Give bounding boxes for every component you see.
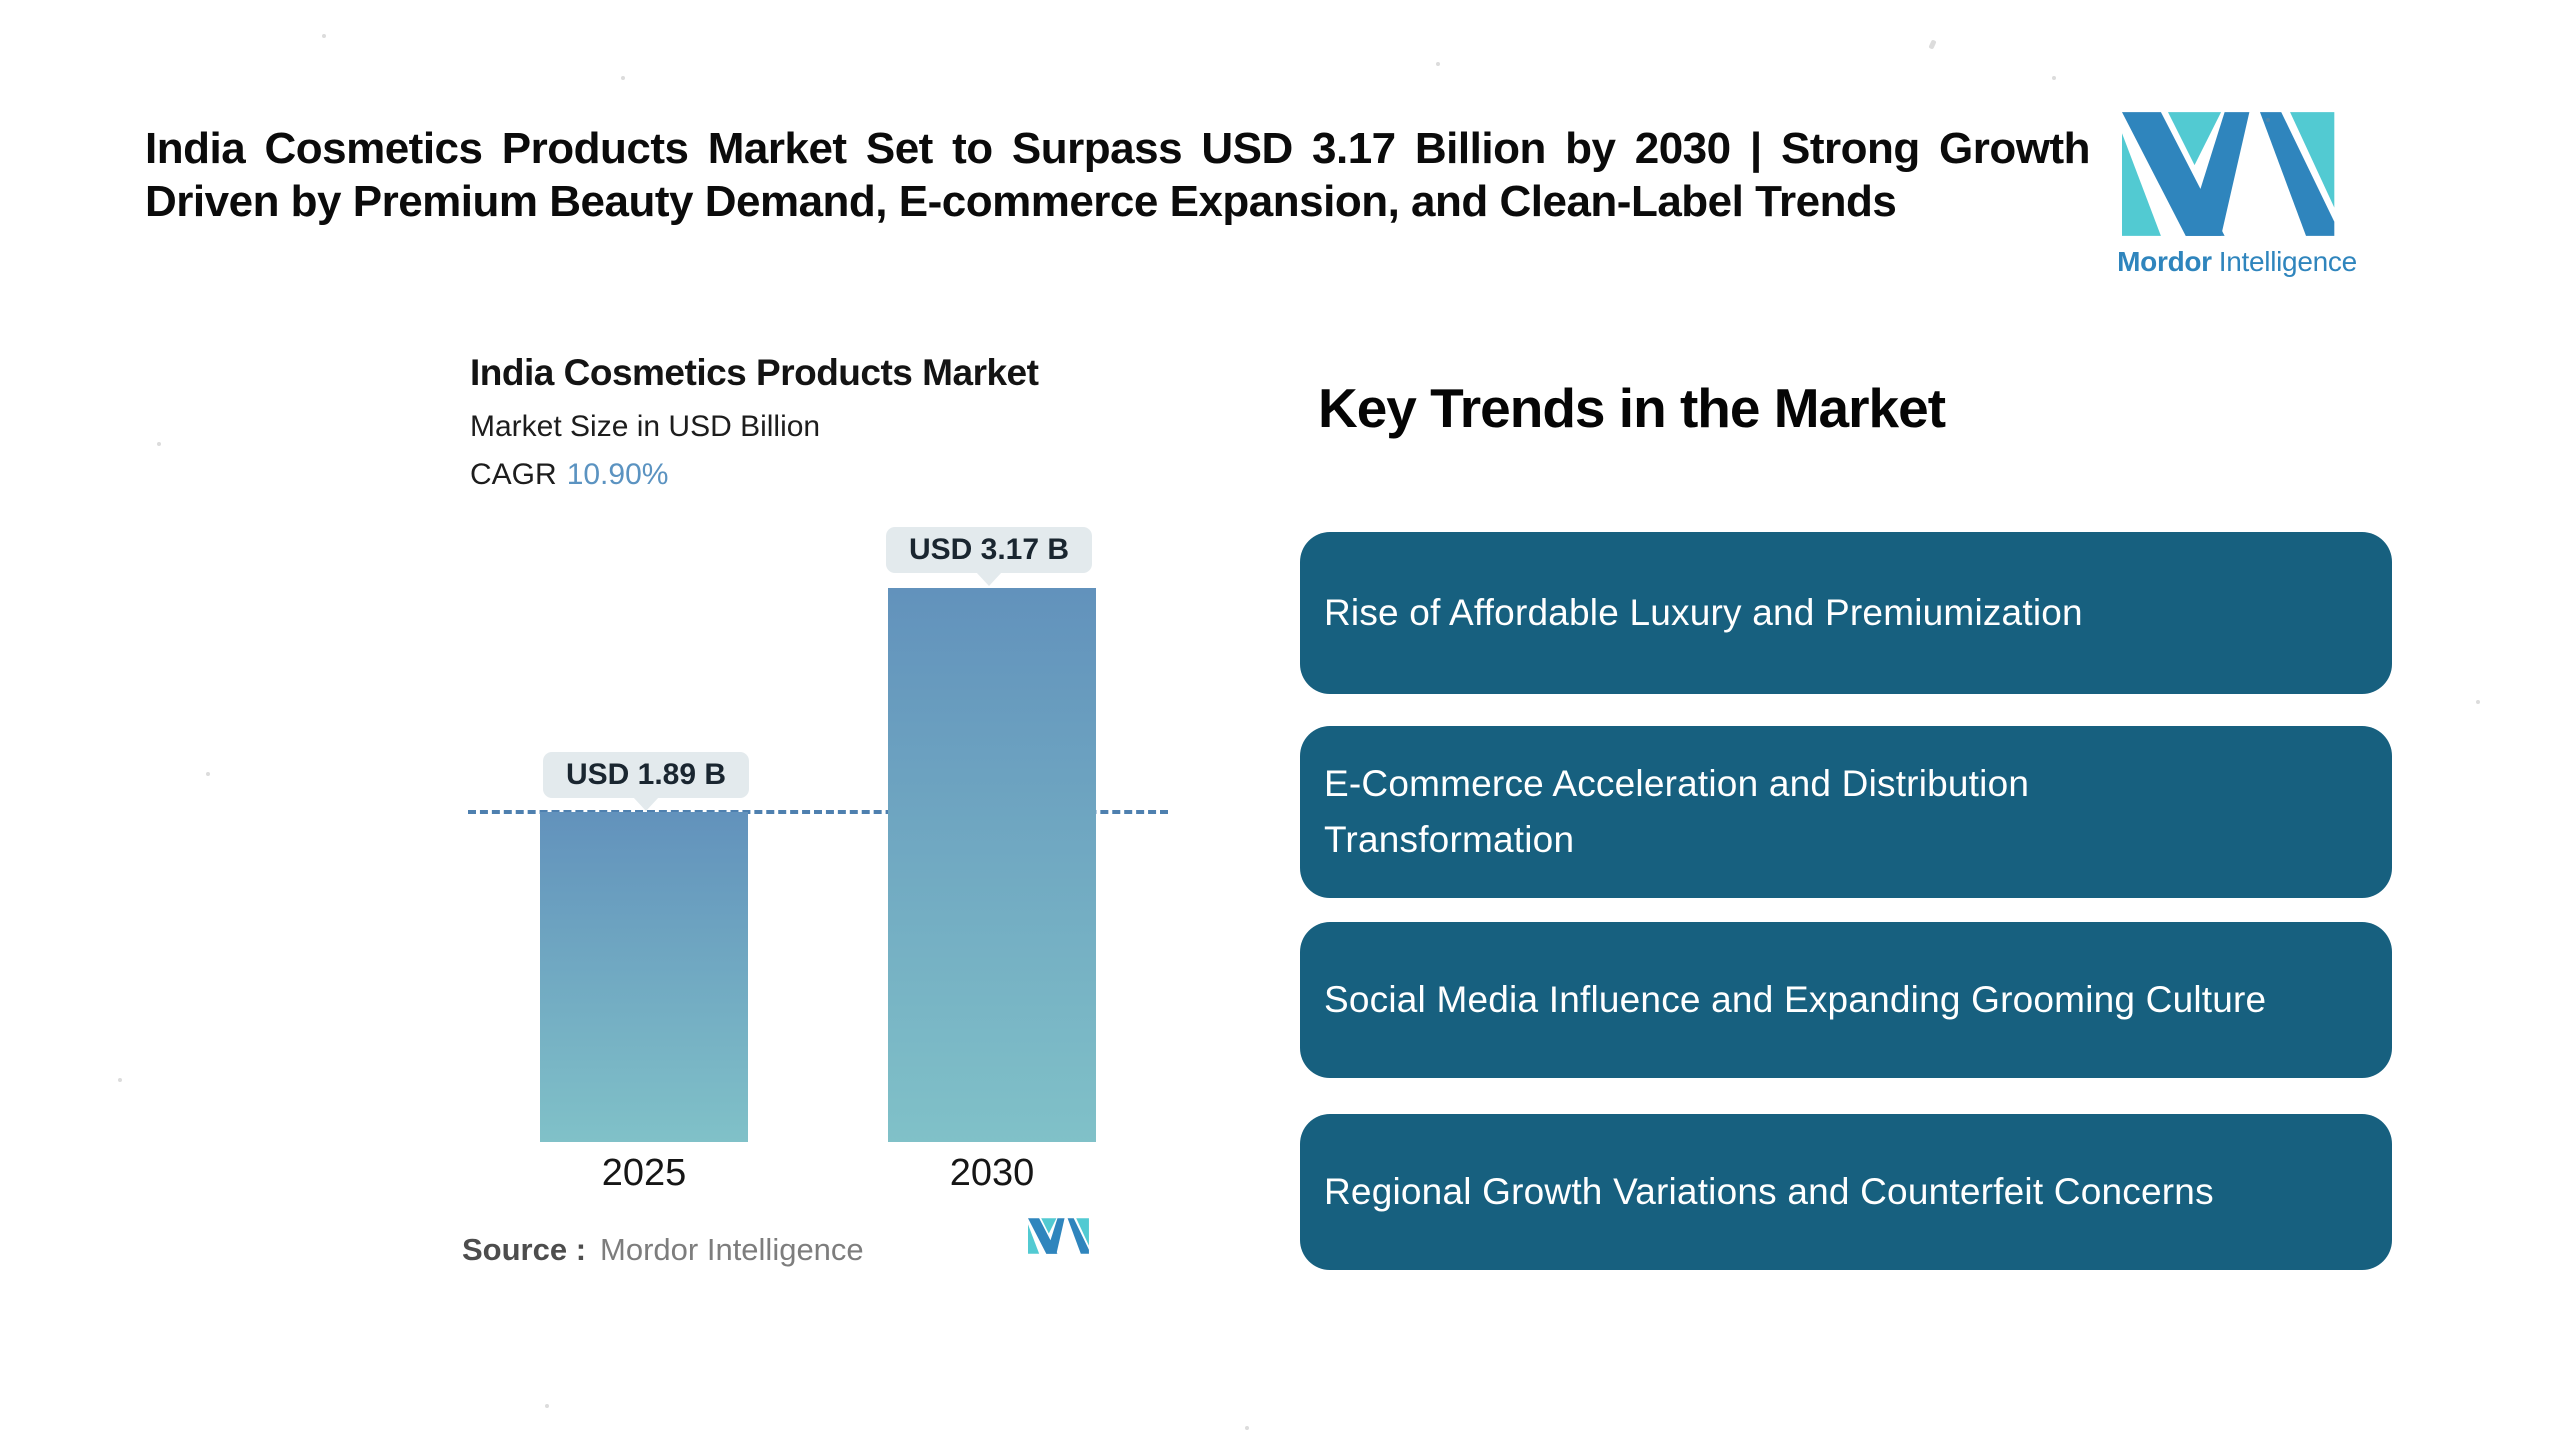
chart-title: India Cosmetics Products Market [470, 352, 1039, 393]
cagr-value: 10.90% [566, 458, 669, 491]
trend-label: Social Media Influence and Expanding Grooming Culture [1324, 979, 2267, 1020]
speckle [2266, 118, 2270, 122]
mordor-intelligence-mini-logo-icon [1028, 1214, 1094, 1258]
speckle [206, 772, 210, 776]
speckle [322, 34, 326, 38]
chart-bar [540, 812, 748, 1142]
mordor-intelligence-logo-icon [2122, 108, 2352, 240]
cagr-label: CAGR [470, 458, 557, 491]
brand-wordmark [2112, 246, 2362, 278]
trend-box [1300, 726, 2392, 898]
speckle [545, 1404, 549, 1408]
x-axis-label: 2025 [601, 1152, 687, 1194]
brand-logo [2112, 108, 2362, 278]
chart-subtitle: Market Size in USD Billion [470, 410, 821, 443]
trend-label: E-Commerce Acceleration and Distribution Transformation [1324, 763, 2030, 860]
speckle [1436, 62, 1440, 66]
trend-box [1300, 1114, 2392, 1270]
trend-box [1300, 532, 2392, 694]
source-brand-mark [1028, 1214, 1094, 1263]
x-axis-label: 2030 [949, 1152, 1035, 1194]
speckle [157, 442, 161, 446]
source-line [462, 1232, 864, 1268]
trends-heading: Key Trends in the Market [1318, 377, 1946, 439]
speckle [2476, 700, 2480, 704]
chart-cagr [470, 458, 668, 492]
speckle [2052, 76, 2056, 80]
source-value: Mordor Intelligence [600, 1232, 864, 1267]
chart-bar [888, 588, 1096, 1142]
trend-label: Rise of Affordable Luxury and Premiumization [1324, 592, 2083, 633]
speckle [118, 1078, 122, 1082]
page-title-line2: Driven by Premium Beauty Demand, E-commerce Expansion, and Clean-Label Trends [145, 177, 1897, 226]
trend-label: Regional Growth Variations and Counterfeit Concerns [1324, 1171, 2214, 1212]
page-title [145, 122, 2090, 228]
speckle [1245, 1426, 1249, 1430]
page-title-line1: India Cosmetics Products Market Set to Surpass USD 3.17 Billion by 2030 | Strong Growth [145, 124, 2090, 173]
brand-wordmark-bold: Mordor [2117, 246, 2212, 277]
brand-wordmark-regular: Intelligence [2218, 246, 2357, 277]
trend-box [1300, 922, 2392, 1078]
bar-value-callout: USD 1.89 B [543, 752, 749, 798]
bar-value-callout: USD 3.17 B [886, 527, 1092, 573]
speckle [1928, 39, 1936, 49]
source-label: Source : [462, 1232, 587, 1267]
speckle [621, 76, 625, 80]
